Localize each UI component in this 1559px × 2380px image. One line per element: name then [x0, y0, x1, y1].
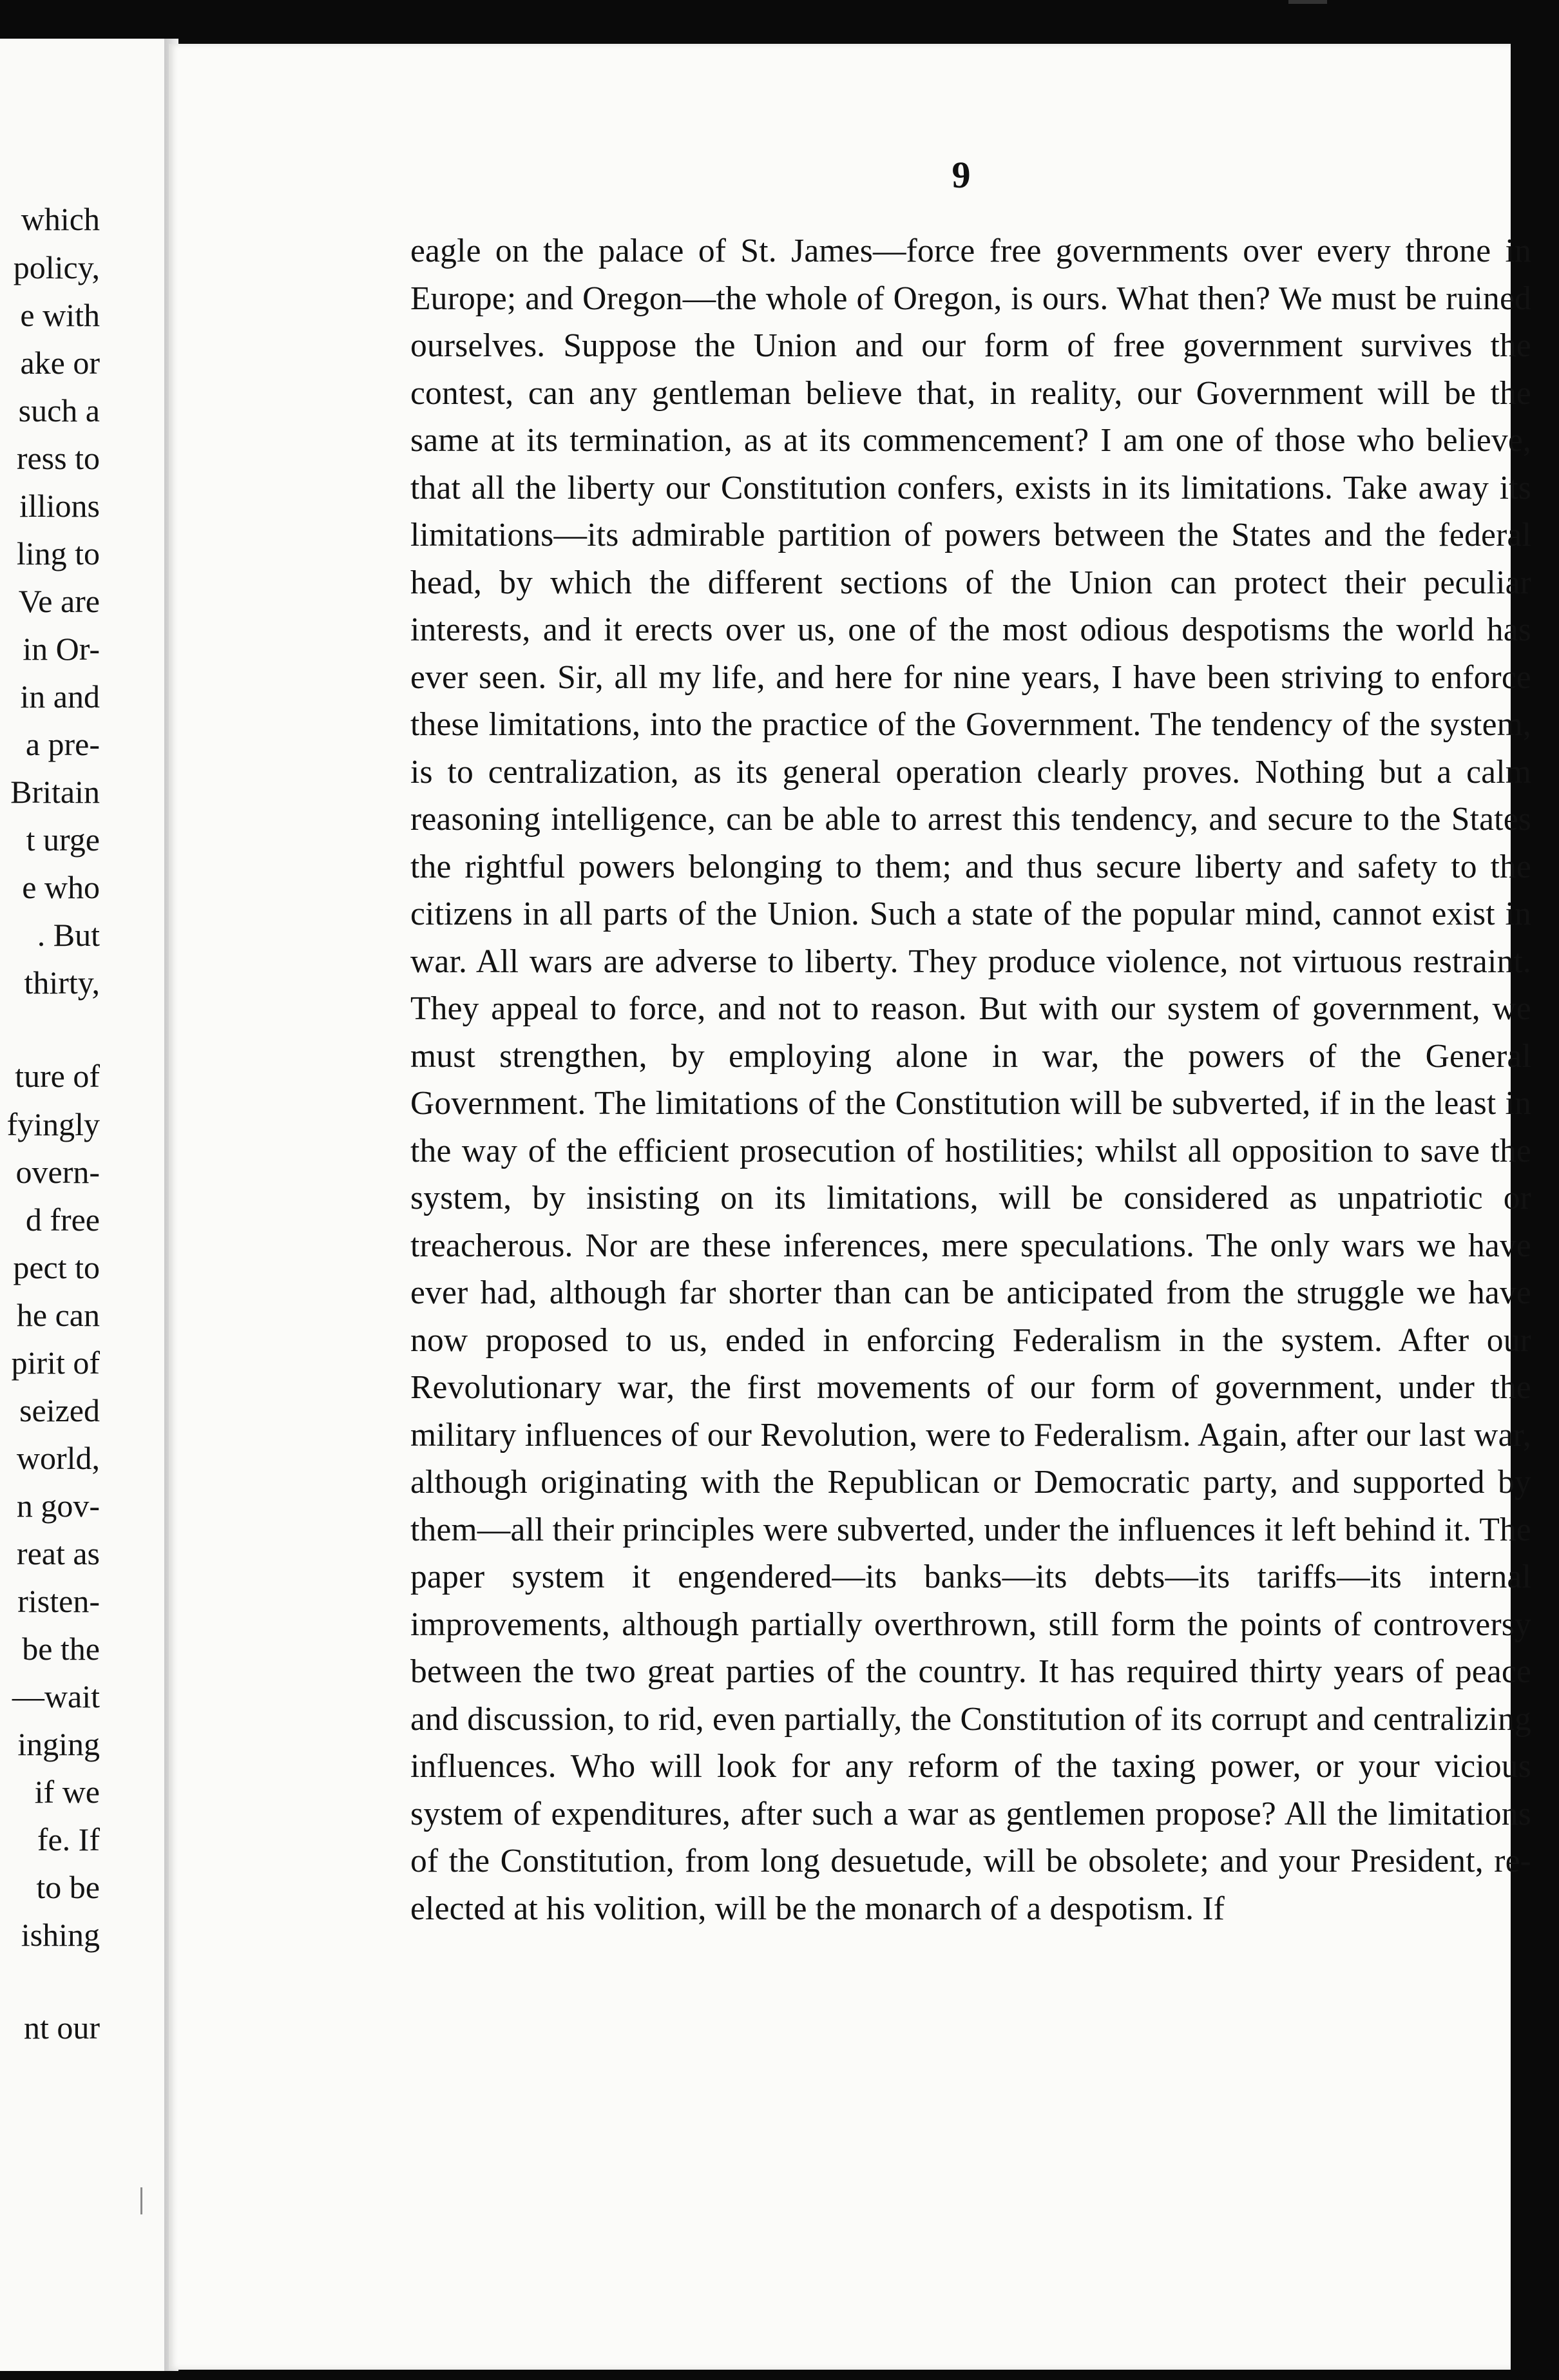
facing-page-line: if we — [34, 1774, 100, 1810]
facing-page-line: to be — [36, 1869, 100, 1905]
facing-page-line: reat as — [16, 1535, 100, 1571]
facing-page-line: pect to — [13, 1249, 100, 1285]
facing-page-line: a pre- — [25, 726, 100, 762]
facing-page-line: ake or — [20, 345, 100, 381]
facing-page-line: e who — [22, 869, 100, 905]
facing-page-line: t urge — [26, 821, 100, 858]
facing-page-line: —wait — [12, 1678, 100, 1714]
facing-page-line: illions — [19, 488, 100, 524]
main-page — [169, 44, 1531, 2370]
facing-page-line: such a — [18, 392, 100, 428]
facing-page-line: ture of — [15, 1058, 100, 1094]
facing-page-line: ling to — [16, 535, 100, 571]
facing-page-line: Britain — [10, 774, 100, 810]
facing-page-line: in and — [20, 678, 100, 715]
facing-page-line: world, — [16, 1440, 100, 1476]
facing-page-line: nt our — [23, 2010, 100, 2046]
facing-page-line: which — [21, 201, 100, 237]
facing-page-line: inging — [17, 1726, 100, 1762]
facing-page-line: . But — [37, 917, 100, 953]
page-number: 9 — [952, 154, 971, 196]
facing-page-line: thirty, — [24, 964, 100, 1001]
facing-page-line: e with — [20, 297, 100, 333]
facing-page-line: be the — [22, 1631, 100, 1667]
facing-page-line: pirit of — [11, 1345, 100, 1381]
facing-page-line: ress to — [16, 440, 100, 476]
body-paragraph: eagle on the palace of St. James—force free governments over every throne in Europe; and Oregon—the whole of Oregon, is ours. What then? We must be ruined ourselves. Suppose the Union and our form of free government survives the contest, can any gentleman believe that, in reality, our Government will be the same at its termination, as at its commencement? I am one of those who believe, that all the liberty our Constitution confers, exists in its limitations. Take away its limitations—its admirable partition of powers between the States and the federal head, by which the different sections of the Union can protect their peculiar interests, and it erects over us, one of the most odious despotisms the world has ever seen. Sir, all my life, and here for nine years, I have been striving to enforce these limitations, into the practice of the Government. The tendency of the system, is to centralization, as its general operation clearly proves. Nothing but a calm reasoning intelligence, can be able to arrest this tendency, and secure to the States the rightful powers belonging to them; and thus secure liberty and safety to the citizens in all parts of the Union. Such a state of the popular mind, cannot exist in war. All wars are adverse to liberty. They produce violence, not virtuous restraint. They appeal to force, and not to reason. But with our system of government, we must strengthen, by employing alone in war, the powers of the General Government. The limitations of the Constitution will be subverted, if in the least in the way of the efficient prosecution of hostilities; whilst all opposition to save the system, by insisting on its limitations, will be considered as unpatriotic or treacherous. Nor are these inferences, mere speculations. The only wars we have ever had, although far shorter than can be anticipated from the struggle we have now proposed to us, ended in enforcing Federalism in the system. After our Revolutionary war, the first movements of our form of government, under the military influences of our Revolution, were to Federalism. Again, after our last war, although originating with the Republican or Democratic party, and supported by them—all their principles were subverted, under the influences it left behind it. The paper system it engendered—its banks—its debts—its tariffs—its internal improvements, although partially overthrown, still form the points of controversy between the two great parties of the country. It has required thirty years of peace and discussion, to rid, even partially, the Constitution of its corrupt and centralizing influences. Who will look for any reform of the taxing power, or your vicious system of expenditures, after such a war as gentlemen propose? All the limitations of the Constitution, from long desuetude, will be obsolete; and your President, re-elected at his volition, will be the monarch of a despotism. If — [410, 233, 1531, 1927]
facing-page-line: he can — [16, 1297, 100, 1333]
facing-page-line: n gov- — [16, 1488, 100, 1524]
facing-page — [0, 39, 166, 2371]
facing-page-line: d free — [25, 1202, 100, 1238]
facing-page-line: fyingly — [6, 1106, 100, 1142]
facing-page-line: fe. If — [37, 1821, 100, 1857]
facing-page-line: in Or- — [23, 631, 100, 667]
facing-page-line: Ve are — [18, 583, 100, 619]
facing-page-line: policy, — [13, 249, 100, 285]
scan-speck — [1288, 0, 1327, 4]
facing-page-line: overn- — [15, 1154, 100, 1190]
scan-speck — [140, 2187, 142, 2214]
facing-page-line: risten- — [17, 1583, 100, 1619]
facing-page-line: ishing — [21, 1917, 100, 1953]
facing-page-line: seized — [19, 1392, 100, 1428]
